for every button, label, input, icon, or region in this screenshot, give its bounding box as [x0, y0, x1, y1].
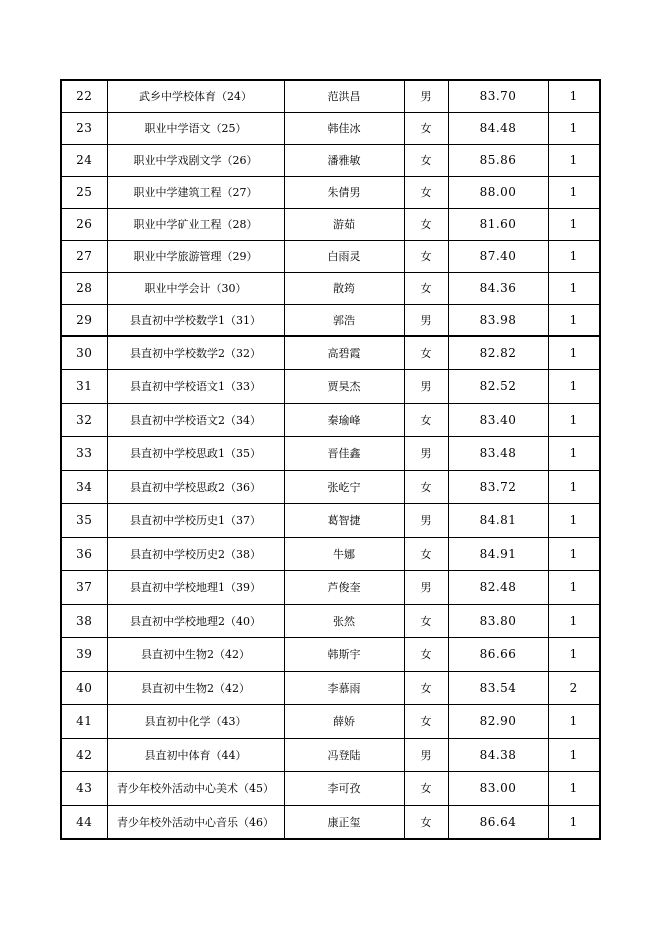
candidate-name-cell: 白雨灵 [284, 240, 404, 272]
position-cell: 职业中学语文（25） [107, 112, 284, 144]
score-cell: 86.66 [448, 638, 548, 672]
rank-cell: 1 [548, 571, 600, 605]
position-cell: 县直初中生物2（42） [107, 671, 284, 705]
candidate-name-cell: 张然 [284, 604, 404, 638]
score-cell: 83.40 [448, 403, 548, 437]
candidate-name-cell: 牛娜 [284, 537, 404, 571]
row-number-cell: 43 [61, 772, 107, 806]
table-row [61, 537, 600, 571]
position-cell: 县直初中学校数学1（31） [107, 304, 284, 336]
candidate-name-cell: 韩斯宇 [284, 638, 404, 672]
table-row [61, 112, 600, 144]
row-number-cell: 34 [61, 470, 107, 504]
table-row [61, 470, 600, 504]
position-cell: 县直初中学校语文2（34） [107, 403, 284, 437]
row-number-cell: 31 [61, 370, 107, 404]
rank-cell: 1 [548, 336, 600, 370]
score-cell: 82.82 [448, 336, 548, 370]
table-row [61, 272, 600, 304]
rank-cell: 1 [548, 144, 600, 176]
score-cell: 84.36 [448, 272, 548, 304]
candidate-name-cell: 贾昊杰 [284, 370, 404, 404]
row-number-cell: 27 [61, 240, 107, 272]
position-cell: 县直初中学校历史1（37） [107, 504, 284, 538]
candidate-name-cell: 晋佳鑫 [284, 437, 404, 471]
candidate-name-cell: 葛智捷 [284, 504, 404, 538]
candidate-name-cell: 朱倩男 [284, 176, 404, 208]
table-row [61, 403, 600, 437]
table-row [61, 772, 600, 806]
score-cell: 83.98 [448, 304, 548, 336]
position-cell: 职业中学会计（30） [107, 272, 284, 304]
score-cell: 83.54 [448, 671, 548, 705]
gender-cell: 男 [404, 738, 448, 772]
rank-cell: 1 [548, 240, 600, 272]
table-row [61, 370, 600, 404]
score-cell: 88.00 [448, 176, 548, 208]
gender-cell: 女 [404, 537, 448, 571]
rank-cell: 1 [548, 470, 600, 504]
candidate-name-cell: 张屹宁 [284, 470, 404, 504]
row-number-cell: 33 [61, 437, 107, 471]
table-row [61, 604, 600, 638]
gender-cell: 女 [404, 403, 448, 437]
row-number-cell: 26 [61, 208, 107, 240]
row-number-cell: 39 [61, 638, 107, 672]
row-number-cell: 40 [61, 671, 107, 705]
row-number-cell: 28 [61, 272, 107, 304]
row-number-cell: 24 [61, 144, 107, 176]
rank-cell: 1 [548, 805, 600, 839]
gender-cell: 女 [404, 805, 448, 839]
gender-cell: 男 [404, 370, 448, 404]
results-table [60, 79, 601, 840]
row-number-cell: 35 [61, 504, 107, 538]
score-cell: 84.48 [448, 112, 548, 144]
candidate-name-cell: 康正玺 [284, 805, 404, 839]
table-row [61, 437, 600, 471]
gender-cell: 男 [404, 304, 448, 336]
row-number-cell: 37 [61, 571, 107, 605]
rank-cell: 1 [548, 80, 600, 112]
position-cell: 职业中学戏剧文学（26） [107, 144, 284, 176]
candidate-name-cell: 薛娇 [284, 705, 404, 739]
table-row [61, 208, 600, 240]
table-row [61, 671, 600, 705]
rank-cell: 2 [548, 671, 600, 705]
rank-cell: 1 [548, 370, 600, 404]
position-cell: 职业中学旅游管理（29） [107, 240, 284, 272]
rank-cell: 1 [548, 638, 600, 672]
score-cell: 82.48 [448, 571, 548, 605]
table-row [61, 738, 600, 772]
gender-cell: 男 [404, 80, 448, 112]
rank-cell: 1 [548, 437, 600, 471]
position-cell: 县直初中学校数学2（32） [107, 336, 284, 370]
gender-cell: 女 [404, 705, 448, 739]
table-row [61, 336, 600, 370]
results-table-body [61, 80, 600, 839]
row-number-cell: 30 [61, 336, 107, 370]
gender-cell: 男 [404, 437, 448, 471]
position-cell: 县直初中体育（44） [107, 738, 284, 772]
table-row [61, 571, 600, 605]
score-cell: 83.70 [448, 80, 548, 112]
score-cell: 83.00 [448, 772, 548, 806]
position-cell: 武乡中学校体育（24） [107, 80, 284, 112]
candidate-name-cell: 秦瑜峰 [284, 403, 404, 437]
rank-cell: 1 [548, 738, 600, 772]
score-cell: 85.86 [448, 144, 548, 176]
gender-cell: 女 [404, 240, 448, 272]
gender-cell: 女 [404, 470, 448, 504]
table-row [61, 80, 600, 112]
table-row [61, 176, 600, 208]
table-row [61, 805, 600, 839]
position-cell: 县直初中化学（43） [107, 705, 284, 739]
score-cell: 84.91 [448, 537, 548, 571]
candidate-name-cell: 郭浩 [284, 304, 404, 336]
row-number-cell: 22 [61, 80, 107, 112]
score-cell: 83.80 [448, 604, 548, 638]
table-row [61, 144, 600, 176]
row-number-cell: 44 [61, 805, 107, 839]
rank-cell: 1 [548, 772, 600, 806]
rank-cell: 1 [548, 272, 600, 304]
candidate-name-cell: 李慕雨 [284, 671, 404, 705]
candidate-name-cell: 李可孜 [284, 772, 404, 806]
gender-cell: 女 [404, 671, 448, 705]
position-cell: 县直初中学校语文1（33） [107, 370, 284, 404]
row-number-cell: 25 [61, 176, 107, 208]
position-cell: 县直初中学校地理2（40） [107, 604, 284, 638]
score-cell: 83.72 [448, 470, 548, 504]
gender-cell: 女 [404, 272, 448, 304]
gender-cell: 女 [404, 772, 448, 806]
rank-cell: 1 [548, 604, 600, 638]
candidate-name-cell: 高碧霞 [284, 336, 404, 370]
row-number-cell: 36 [61, 537, 107, 571]
row-number-cell: 23 [61, 112, 107, 144]
rank-cell: 1 [548, 537, 600, 571]
table-row [61, 504, 600, 538]
position-cell: 县直初中学校地理1（39） [107, 571, 284, 605]
gender-cell: 男 [404, 504, 448, 538]
rank-cell: 1 [548, 304, 600, 336]
candidate-name-cell: 潘雅敏 [284, 144, 404, 176]
position-cell: 职业中学矿业工程（28） [107, 208, 284, 240]
position-cell: 县直初中学校思政1（35） [107, 437, 284, 471]
position-cell: 青少年校外活动中心美术（45） [107, 772, 284, 806]
gender-cell: 女 [404, 208, 448, 240]
table-row [61, 304, 600, 336]
score-cell: 82.90 [448, 705, 548, 739]
score-cell: 82.52 [448, 370, 548, 404]
gender-cell: 女 [404, 144, 448, 176]
gender-cell: 女 [404, 604, 448, 638]
row-number-cell: 41 [61, 705, 107, 739]
rank-cell: 1 [548, 176, 600, 208]
rank-cell: 1 [548, 112, 600, 144]
candidate-name-cell: 芦俊奎 [284, 571, 404, 605]
gender-cell: 女 [404, 638, 448, 672]
rank-cell: 1 [548, 208, 600, 240]
candidate-name-cell: 韩佳冰 [284, 112, 404, 144]
rank-cell: 1 [548, 403, 600, 437]
score-cell: 83.48 [448, 437, 548, 471]
rank-cell: 1 [548, 504, 600, 538]
candidate-name-cell: 游茹 [284, 208, 404, 240]
candidate-name-cell: 散筠 [284, 272, 404, 304]
score-cell: 81.60 [448, 208, 548, 240]
gender-cell: 女 [404, 336, 448, 370]
position-cell: 县直初中生物2（42） [107, 638, 284, 672]
score-cell: 84.81 [448, 504, 548, 538]
row-number-cell: 29 [61, 304, 107, 336]
position-cell: 县直初中学校历史2（38） [107, 537, 284, 571]
score-cell: 87.40 [448, 240, 548, 272]
candidate-name-cell: 范洪昌 [284, 80, 404, 112]
table-row [61, 638, 600, 672]
rank-cell: 1 [548, 705, 600, 739]
gender-cell: 男 [404, 571, 448, 605]
row-number-cell: 32 [61, 403, 107, 437]
score-cell: 84.38 [448, 738, 548, 772]
table-row [61, 705, 600, 739]
candidate-name-cell: 冯登陆 [284, 738, 404, 772]
position-cell: 县直初中学校思政2（36） [107, 470, 284, 504]
position-cell: 职业中学建筑工程（27） [107, 176, 284, 208]
score-cell: 86.64 [448, 805, 548, 839]
table-row [61, 240, 600, 272]
row-number-cell: 42 [61, 738, 107, 772]
gender-cell: 女 [404, 112, 448, 144]
gender-cell: 女 [404, 176, 448, 208]
row-number-cell: 38 [61, 604, 107, 638]
position-cell: 青少年校外活动中心音乐（46） [107, 805, 284, 839]
